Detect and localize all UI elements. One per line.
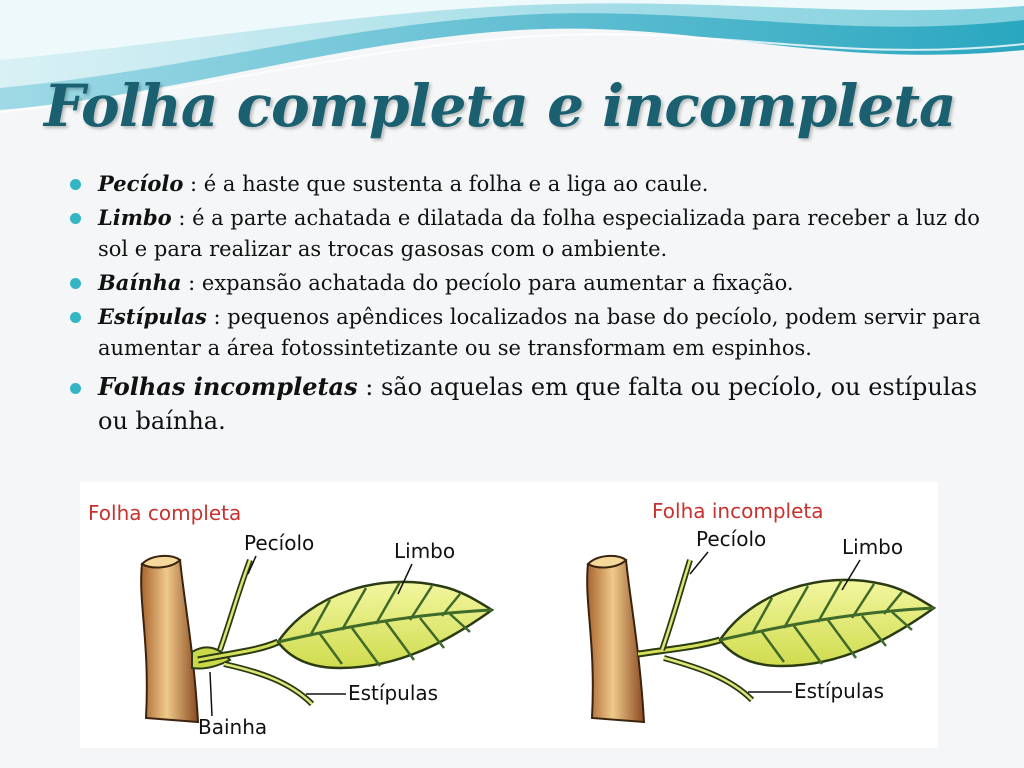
- label-estipulas: Estípulas: [348, 681, 439, 705]
- stipule-lower: [664, 658, 752, 700]
- term-folhas-incompletas: Folhas incompletas: [98, 372, 358, 401]
- complete-leaf-heading: Folha completa: [88, 501, 242, 525]
- complete-leaf-diagram: [88, 501, 492, 739]
- list-item: [70, 168, 990, 200]
- stem: [587, 560, 644, 722]
- definition-limbo: : é a parte achatada e dilatada da folha especializada para receber a luz do sol e para realizar as trocas gasosas com o ambiente.: [98, 206, 980, 261]
- page-title: Folha completa e incompleta: [44, 72, 956, 140]
- definition-bainha: : expansão achatada do pecíolo para aumentar a fixação.: [181, 271, 794, 295]
- term-limbo: Limbo: [98, 205, 172, 230]
- label-bainha: Bainha: [198, 715, 268, 739]
- definition-estipulas: : pequenos apêndices localizados na base do pecíolo, podem servir para aumentar a área fotossintetizante ou se transformam em espinhos.: [98, 305, 981, 360]
- incomplete-leaf-diagram: [587, 499, 934, 722]
- definition-folhas-incompletas: : são aquelas em que falta ou pecíolo, ou estípulas ou baínha.: [98, 373, 978, 435]
- label-peciolo: Pecíolo: [244, 531, 315, 555]
- label-limbo: Limbo: [394, 539, 456, 563]
- definition-list: [70, 168, 990, 440]
- incomplete-leaf-heading: Folha incompleta: [652, 499, 824, 523]
- leaf-diagram: [80, 482, 938, 748]
- stem: [141, 560, 198, 722]
- list-item: [70, 267, 990, 299]
- list-item: [70, 202, 990, 265]
- list-item: [70, 370, 990, 438]
- stipule-lower: [224, 664, 312, 704]
- term-estipulas: Estípulas: [98, 304, 207, 329]
- label-peciolo: Pecíolo: [696, 527, 767, 551]
- leaf-diagram-figure: [80, 482, 938, 748]
- term-bainha: Baínha: [98, 270, 182, 295]
- definition-peciolo: : é a haste que sustenta a folha e a liga ao caule.: [183, 172, 709, 196]
- list-item: [70, 301, 990, 364]
- term-peciolo: Pecíolo: [98, 171, 184, 196]
- label-estipulas: Estípulas: [794, 679, 885, 703]
- label-limbo: Limbo: [842, 535, 904, 559]
